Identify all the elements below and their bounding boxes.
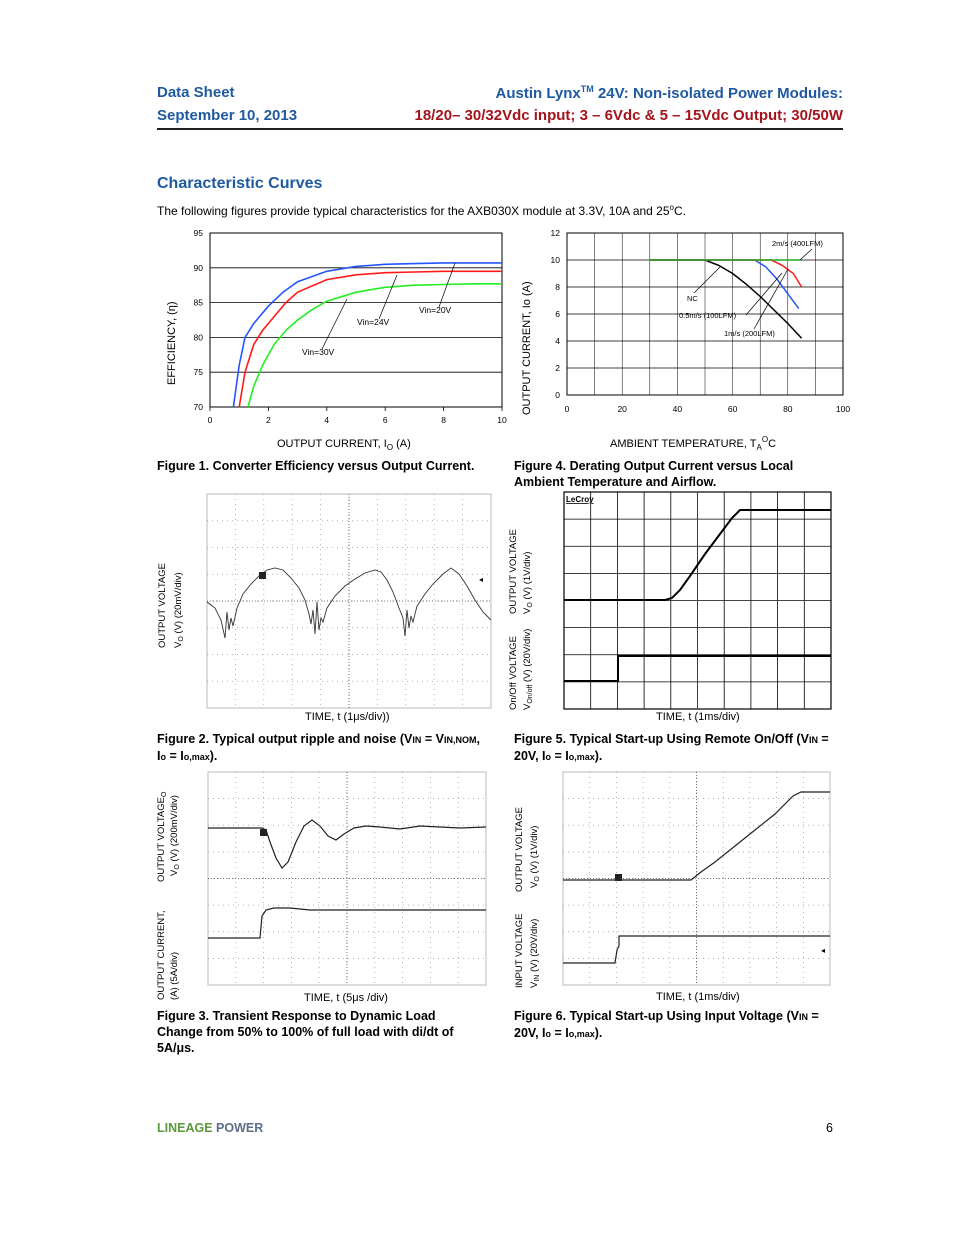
x-tick-label: 100 [835,404,851,414]
derating-chart [514,225,859,460]
x-tick-label: 0 [564,404,570,414]
fig2-caption: Figure 2. Typical output ripple and noise (VIN = VIN,NOM, Io = Io,max). [157,732,480,763]
y-axis-label-bot-2: $V_{On/off}$ (V) (20V/div) [522,628,534,710]
section-title: Characteristic Curves [157,175,323,192]
y-axis-label-bot-1: On/Off VOLTAGE [508,636,519,710]
fig6-caption: Figure 6. Typical Start-up Using Input Voltage (VIN = 20V, Io = Io,max). [514,1009,819,1040]
series-line [650,260,799,309]
annotation-vin20: Vin=20V [419,305,452,315]
y-tick-label: 10 [550,255,560,265]
y-axis-label-bot-1: OUTPUT CURRENT, [156,910,167,1000]
series-line [650,260,802,338]
trigger-marker [259,572,266,579]
efficiency-chart [157,225,517,460]
scope-logo: LeCroy [566,495,594,504]
onoff-startup-scope [500,490,840,725]
doc-type: Data Sheet [157,84,235,101]
annotation-vin30: Vin=30V [302,347,335,357]
annotation-2ms: 2m/s (400LFM) [772,239,823,248]
leader-1ms [754,269,788,329]
annotation-05ms: 0.5m/s (100LFM) [679,311,737,320]
x-tick-label: 4 [324,415,330,425]
leader-05ms [746,273,782,315]
annotation-nc: NC [687,294,698,303]
footer-brand: LINEAGE POWER [157,1121,264,1135]
y-tick-label: 6 [555,309,560,319]
plot-frame [210,233,502,407]
ripple-scope [155,490,495,725]
series-line [650,260,802,287]
trigger-marker [615,874,622,881]
y-axis-label-top-2: $V_O$ (V) (1V/div) [522,551,534,614]
ground-marker: ◂ [479,575,484,584]
intro-text: The following figures provide typical characteristics for the AXB030X module at 3.3V, 10A and 25$^o$C. [157,203,686,218]
doc-date: September 10, 2013 [157,107,298,124]
y-axis-label-top-1: OUTPUT VOLTAGE [514,807,525,892]
product-title: Austin Lynx™ 24V: Non-isolated Power Modules: [495,84,843,102]
y-tick-label: 8 [555,282,560,292]
y-tick-label: 95 [193,228,203,238]
product-subtitle: 18/20– 30/32Vdc input; 3 – 6Vdc & 5 – 15Vdc Output; 30/50W [414,107,843,124]
y-axis-label-1: OUTPUT VOLTAGE [157,563,168,648]
fig1-caption: Figure 1. Converter Efficiency versus Output Current. [157,459,475,473]
y-axis-label-bot-1: INPUT VOLTAGE [514,913,525,988]
ground-marker: ◂ [821,946,826,955]
y-tick-label: 85 [193,297,203,308]
x-axis-label: OUTPUT CURRENT, $I_O$ (A) [277,438,411,452]
leader-2ms [800,249,812,260]
y-tick-label: 2 [555,363,560,373]
x-tick-label: 6 [382,415,388,425]
x-tick-label: 0 [207,415,213,425]
fig3-caption: Figure 3. Transient Response to Dynamic Load Change from 50% to 100% of full load with di/dt of 5A/μs. [157,1009,454,1055]
y-axis-label: EFFICIENCY, (η) [166,301,178,385]
x-axis-label: AMBIENT TEMPERATURE, $T_A^OC$ [610,435,777,452]
annotation-1ms: 1m/s (200LFM) [724,329,775,338]
leader-vin30 [322,299,347,349]
y-axis-label-2: $V_O$ (V) (20mV/div) [173,572,185,648]
leader-nc [694,267,720,293]
y-tick-label: 4 [555,336,560,346]
y-axis-label-top-2: $V_O$ (V) (200mV/div) [169,795,181,876]
x-tick-label: 10 [497,415,507,425]
trigger-marker [260,829,267,836]
y-axis-label-top-1: OUTPUT VOLTAGE [508,529,519,614]
y-axis-label-top-1: OUTPUT $VOLTAGE_O$ [156,791,168,882]
y-axis-label: OUTPUT CURRENT, Io (A) [521,281,533,415]
x-axis-label: TIME, t (5μs /div) [304,992,388,1004]
leader-vin24 [379,275,397,319]
x-tick-label: 60 [727,404,738,414]
vin-startup-scope [505,770,840,1005]
annotation-vin24: Vin=24V [357,317,390,327]
transient-scope [150,770,495,1005]
fig4-caption: Figure 4. Derating Output Current versus Local Ambient Temperature and Airflow. [514,459,794,489]
y-tick-label: 12 [550,228,560,238]
y-tick-label: 0 [555,390,560,400]
x-tick-label: 80 [783,404,793,414]
y-axis-label-top-2: $V_O$ (V) (1V/div) [529,825,541,888]
page-number: 6 [826,1121,833,1135]
x-tick-label: 20 [617,404,627,414]
header-rule [157,128,843,130]
x-axis-label: TIME, t (1ms/div) [656,991,740,1003]
y-tick-label: 70 [193,402,203,412]
x-tick-label: 40 [672,404,683,414]
y-tick-label: 80 [193,332,203,343]
y-tick-label: 90 [193,262,203,273]
y-axis-label-bot-2: (A) (5A/div) [169,951,180,1000]
x-axis-label: TIME, t (1μs/div)) [305,711,390,723]
y-tick-label: 75 [193,367,203,378]
y-axis-label-bot-2: $V_{IN}$ (V) (20V/div) [529,918,541,988]
x-tick-label: 2 [266,415,271,425]
x-tick-label: 8 [441,415,446,425]
x-axis-label: TIME, t (1ms/div) [656,711,740,723]
fig5-caption: Figure 5. Typical Start-up Using Remote On/Off (VIN = 20V, Io = Io,max). [514,732,829,763]
